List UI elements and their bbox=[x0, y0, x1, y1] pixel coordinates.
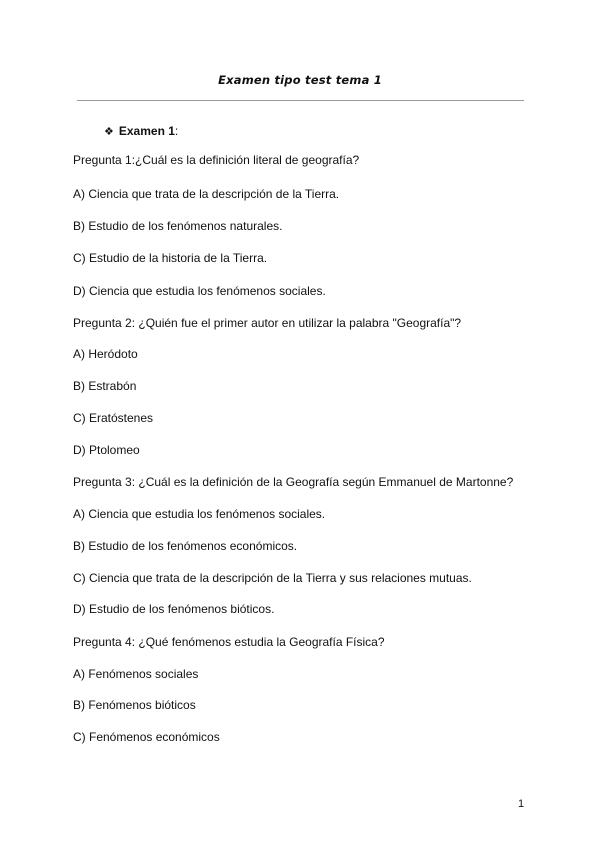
question-4-option-a: A) Fenómenos sociales bbox=[73, 667, 199, 681]
question-3-option-a: A) Ciencia que estudia los fenómenos sociales. bbox=[73, 507, 326, 521]
question-4-prompt: Pregunta 4: ¿Qué fenómenos estudia la Geografía Física? bbox=[73, 635, 385, 649]
section-suffix: : bbox=[174, 124, 179, 138]
question-2-option-a: A) Heródoto bbox=[73, 347, 138, 361]
question-1-option-d: D) Ciencia que estudia los fenómenos sociales. bbox=[73, 284, 326, 298]
question-2-option-c: C) Eratóstenes bbox=[73, 411, 154, 425]
question-3-option-d: D) Estudio de los fenómenos bióticos. bbox=[73, 602, 275, 616]
question-1-prompt: Pregunta 1:¿Cuál es la definición literal de geografía? bbox=[73, 153, 360, 167]
document-title: Examen tipo test tema 1 bbox=[218, 73, 382, 87]
title-divider bbox=[77, 100, 524, 101]
section-heading bbox=[104, 124, 178, 138]
section-label: Examen 1 bbox=[118, 124, 175, 138]
question-2-option-d: D) Ptolomeo bbox=[73, 443, 140, 457]
question-4-option-c: C) Fenómenos económicos bbox=[73, 730, 220, 744]
question-4-option-b: B) Fenómenos bióticos bbox=[73, 698, 196, 712]
question-3-prompt: Pregunta 3: ¿Cuál es la definición de la Geografía según Emmanuel de Martonne? bbox=[73, 475, 514, 489]
diamond-bullet-icon: ❖ bbox=[104, 126, 114, 138]
question-3-option-b: B) Estudio de los fenómenos económicos. bbox=[73, 539, 298, 553]
question-1-option-c: C) Estudio de la historia de la Tierra. bbox=[73, 251, 268, 265]
question-3-option-c: C) Ciencia que trata de la descripción de la Tierra y sus relaciones mutuas. bbox=[73, 571, 472, 585]
question-2-option-b: B) Estrabón bbox=[73, 379, 137, 393]
question-1-option-b: B) Estudio de los fenómenos naturales. bbox=[73, 219, 283, 233]
question-1-option-a: A) Ciencia que trata de la descripción de la Tierra. bbox=[73, 187, 340, 201]
question-2-prompt: Pregunta 2: ¿Quién fue el primer autor en utilizar la palabra "Geografía"? bbox=[73, 316, 462, 330]
page-number: 1 bbox=[518, 798, 525, 810]
